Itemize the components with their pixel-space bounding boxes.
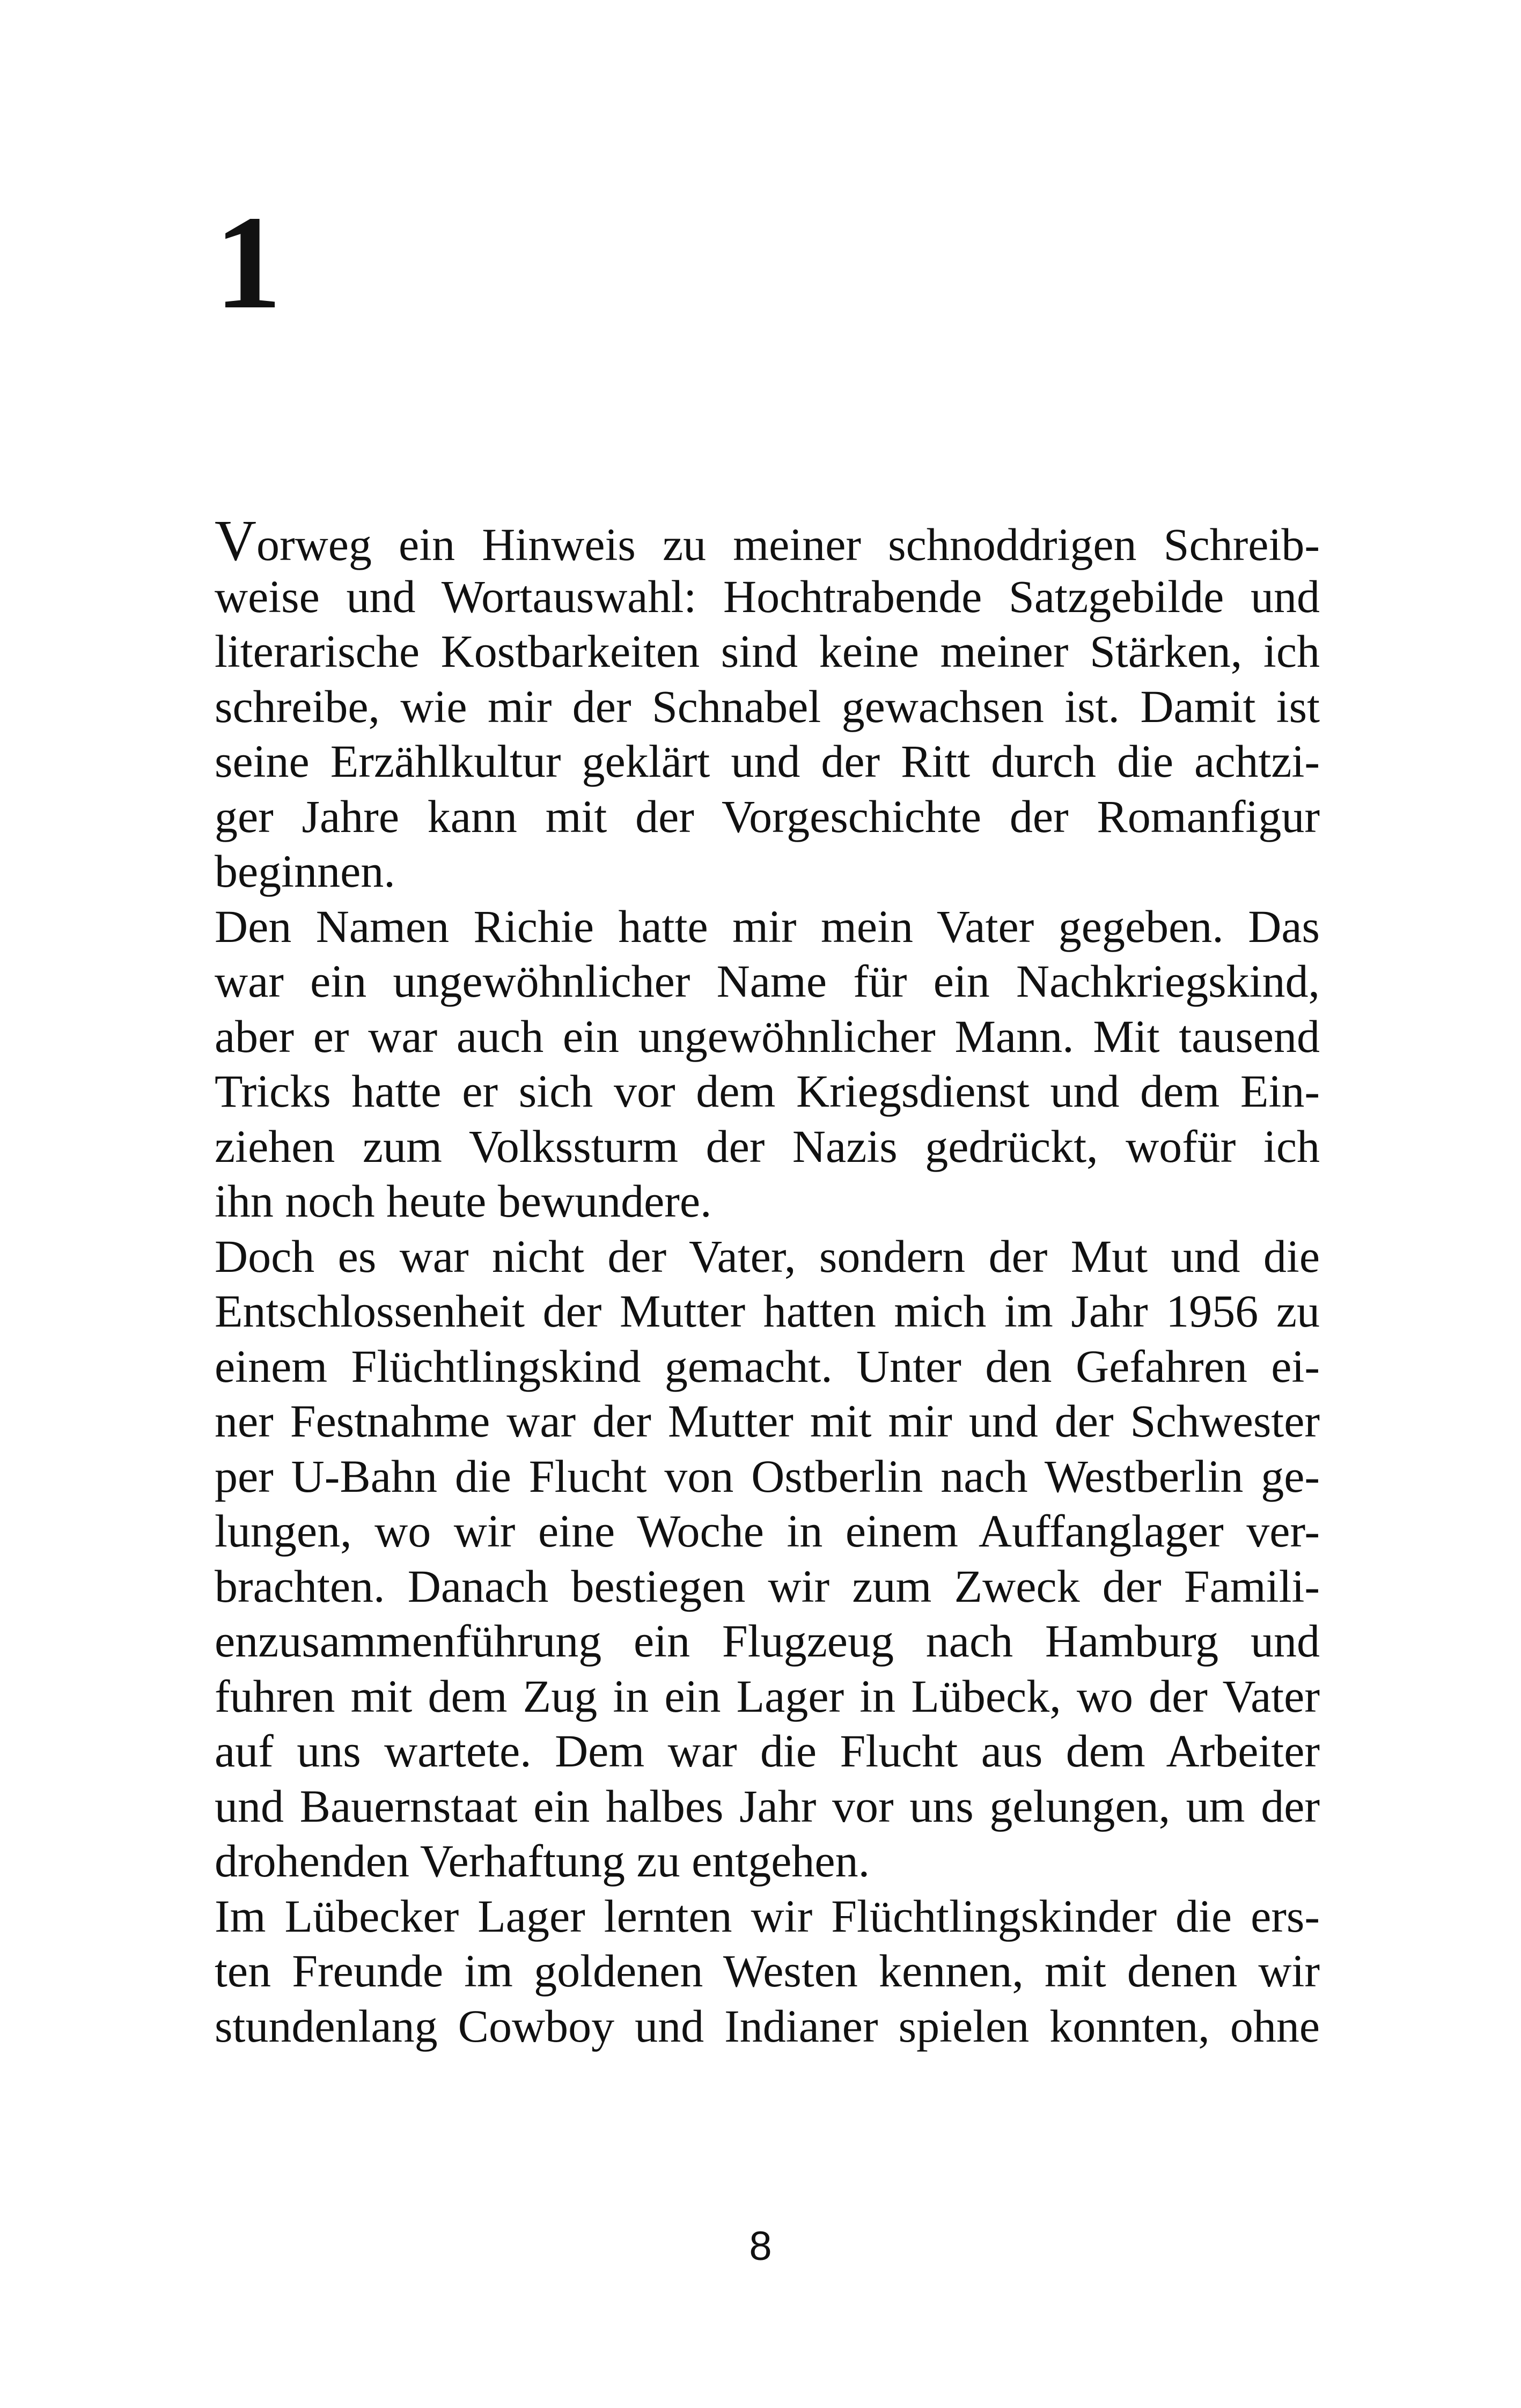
text-line [215,1833,1320,1889]
text-line-content: ten Freunde im goldenen Westen kennen, mit denen wir [215,1945,1320,1997]
text-line-content: seine Erzählkultur geklärt und der Ritt durch die achtzi- [215,735,1320,787]
text-line-content: Entschlossenheit der Mutter hatten mich im Jahr 1956 zu [215,1285,1320,1337]
text-line [215,734,1320,789]
text-line [215,1614,1320,1669]
paragraph [215,509,1320,899]
text-line [215,1394,1320,1449]
text-line-content: Den Namen Richie hatte mir mein Vater gegeben. Das [215,900,1320,952]
text-line-content: ihn noch heute bewundere. [215,1175,712,1227]
text-line [215,1174,1320,1229]
text-line-content: und Bauernstaat ein halbes Jahr vor uns gelungen, um der [215,1780,1320,1832]
text-line-content: ziehen zum Volkssturm der Nazis gedrückt, wofür ich [215,1120,1320,1172]
text-line [215,1449,1320,1504]
text-line-content: per U-Bahn die Flucht von Ostberlin nach Westberlin ge- [215,1450,1320,1502]
text-line [215,1724,1320,1779]
initial-letter: V [215,509,256,573]
text-line-content: schreibe, wie mir der Schnabel gewachsen ist. Damit ist [215,680,1320,732]
text-line [215,1779,1320,1834]
text-line [215,1339,1320,1394]
text-line [215,1229,1320,1284]
paragraph [215,1229,1320,1889]
text-line-content: lungen, wo wir eine Woche in einem Auffanglager ver- [215,1505,1320,1557]
text-line-content: aber er war auch ein ungewöhnlicher Mann. Mit tausend [215,1010,1320,1062]
text-line [215,1119,1320,1174]
text-line-content: beginnen. [215,845,395,897]
text-line [215,1999,1320,2054]
text-line [215,844,1320,899]
text-line-content: orweg ein Hinweis zu meiner schnoddrigen Schreib- [256,519,1320,570]
text-line-content: ger Jahre kann mit der Vorgeschichte der Romanfigur [215,790,1320,842]
text-line-content: war ein ungewöhnlicher Name für ein Nachkriegskind, [215,955,1320,1007]
text-line [215,679,1320,734]
chapter-number: 1 [215,188,282,337]
text-line [215,1559,1320,1614]
text-line [215,624,1320,679]
text-line [215,1504,1320,1559]
text-line [215,1009,1320,1064]
text-line-content: auf uns wartete. Dem war die Flucht aus dem Arbeiter [215,1725,1320,1777]
text-line-content: brachten. Danach bestiegen wir zum Zweck der Famili- [215,1560,1320,1612]
paragraph [215,899,1320,1229]
text-line-content: weise und Wortauswahl: Hochtrabende Satzgebilde und [215,570,1320,622]
text-line [215,899,1320,954]
text-line [215,509,1320,573]
text-line-content: enzusammenführung ein Flugzeug nach Hamburg und [215,1615,1320,1667]
text-line-content: fuhren mit dem Zug in ein Lager in Lübeck, wo der Vater [215,1670,1320,1722]
text-line [215,954,1320,1009]
text-line [215,1284,1320,1339]
text-line [215,1064,1320,1119]
text-line [215,569,1320,624]
page-number: 8 [749,2223,772,2269]
paragraph [215,1889,1320,2054]
text-line-content: Tricks hatte er sich vor dem Kriegsdienst und dem Ein- [215,1065,1320,1117]
text-line-content: ner Festnahme war der Mutter mit mir und der Schwester [215,1395,1320,1447]
chapter-body-text [215,509,1320,2053]
text-line-content: drohenden Verhaftung zu entgehen. [215,1835,870,1887]
text-line-content: stundenlang Cowboy und Indianer spielen konnten, ohne [215,2000,1320,2052]
text-line-content: Doch es war nicht der Vater, sondern der Mut und die [215,1230,1320,1282]
text-line-content: einem Flüchtlingskind gemacht. Unter den Gefahren ei- [215,1340,1320,1392]
text-line [215,1943,1320,1999]
text-line [215,1669,1320,1724]
text-line-content: Im Lübecker Lager lernten wir Flüchtlingskinder die ers- [215,1890,1320,1942]
text-line [215,789,1320,844]
text-line-content: literarische Kostbarkeiten sind keine meiner Stärken, ich [215,625,1320,677]
text-line [215,1889,1320,1944]
